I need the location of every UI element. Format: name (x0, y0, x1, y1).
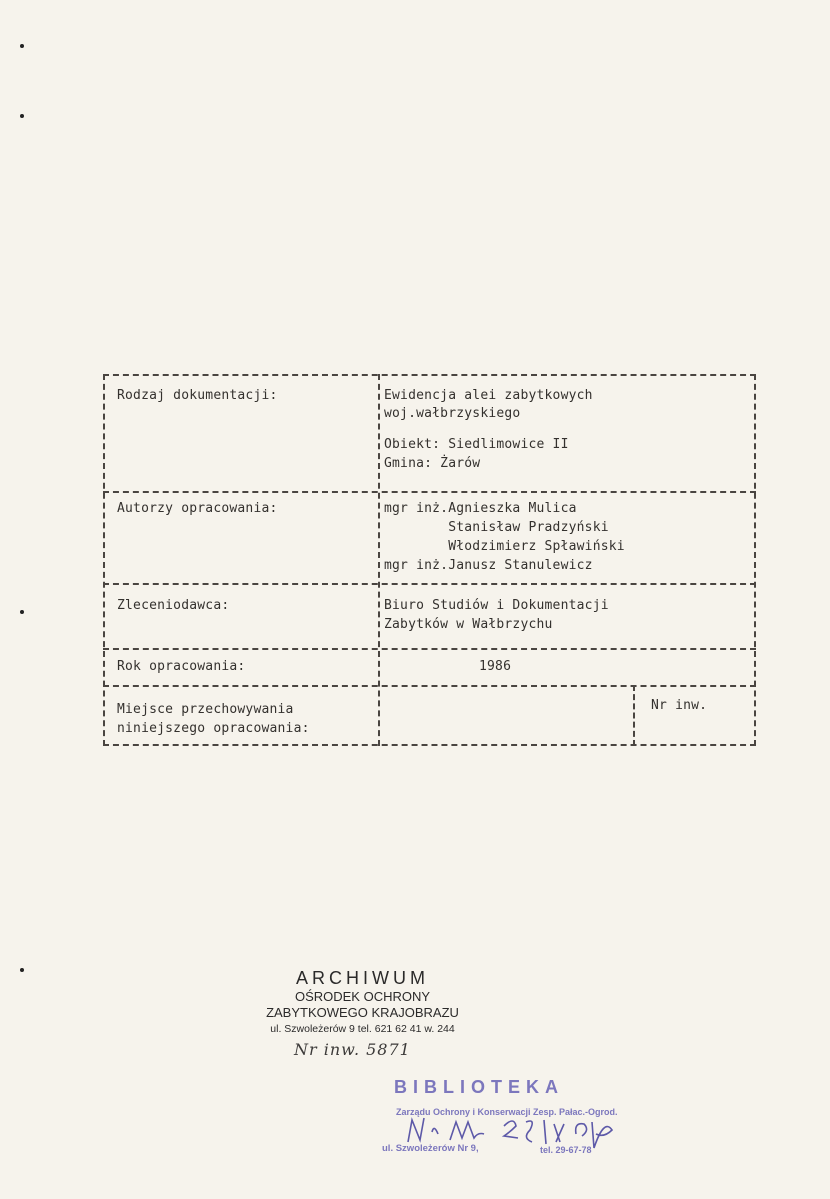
archive-line: OŚRODEK OCHRONY (294, 989, 431, 1004)
label-documentation-type: Rodzaj dokumentacji: (117, 388, 278, 403)
column-divider (378, 374, 380, 746)
value-author: Stanisław Pradzyński (384, 520, 609, 535)
table-border-right (754, 374, 756, 746)
table-border-left (103, 374, 105, 746)
value-documentation-type-line: woj.wałbrzyskiego (384, 406, 521, 421)
nr-column-divider (633, 685, 635, 746)
library-line: Zarządu Ochrony i Konserwacji Zesp. Pałac.-Ogrod. (396, 1107, 618, 1117)
library-address: ul. Szwoleżerów Nr 9, (382, 1143, 479, 1154)
label-storage-place: Miejsce przechowywania (117, 702, 294, 717)
library-title: BIBLIOTEKA (394, 1077, 564, 1097)
table-border-bottom (103, 744, 756, 746)
punch-mark (20, 610, 24, 614)
archive-line: ZABYTKOWEGO KRAJOBRAZU (266, 1005, 459, 1020)
label-inventory-number: Nr inw. (651, 698, 708, 713)
archive-address: ul. Szwoleżerów 9 tel. 621 62 41 w. 244 (270, 1023, 455, 1035)
value-year: 1986 (479, 659, 512, 674)
punch-mark (20, 968, 24, 972)
row-divider (103, 491, 756, 493)
label-storage-place: niniejszego opracowania: (117, 721, 310, 736)
row-divider (103, 648, 756, 650)
value-commissioner: Biuro Studiów i Dokumentacji (384, 598, 609, 613)
label-year: Rok opracowania: (117, 659, 246, 674)
value-author: mgr inż.Agnieszka Mulica (384, 501, 577, 516)
row-divider (103, 583, 756, 585)
library-phone: tel. 29-67-78 (540, 1145, 592, 1155)
punch-mark (20, 44, 24, 48)
record-table (103, 374, 756, 746)
value-documentation-type-line: Ewidencja alei zabytkowych (384, 388, 593, 403)
table-border-top (103, 374, 756, 376)
row-divider (103, 685, 756, 687)
archive-title: ARCHIWUM (296, 968, 429, 988)
value-object: Obiekt: Siedlimowice II (384, 437, 569, 452)
value-commissioner: Zabytków w Wałbrzychu (384, 617, 553, 632)
handwritten-inventory-number: Nr inw. 5871 (294, 1040, 411, 1059)
archive-stamp (240, 967, 485, 1037)
label-commissioner: Zleceniodawca: (117, 598, 230, 613)
punch-mark (20, 114, 24, 118)
value-commune: Gmina: Żarów (384, 456, 481, 471)
label-authors: Autorzy opracowania: (117, 501, 278, 516)
value-author: mgr inż.Janusz Stanulewicz (384, 558, 593, 573)
value-author: Włodzimierz Spławiński (384, 539, 625, 554)
handwritten-signature (404, 1112, 618, 1152)
